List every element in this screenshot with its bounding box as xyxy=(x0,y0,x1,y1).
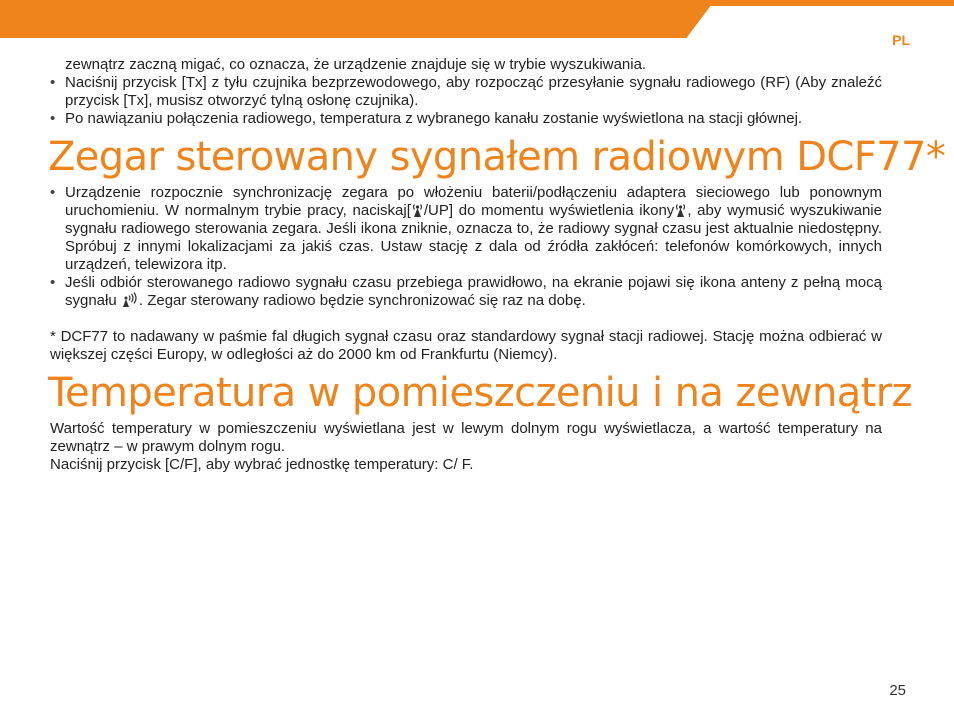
dcf77-bullet-1 xyxy=(50,184,882,274)
section-title-dcf77: Zegar sterowany sygnałem radiowym DCF77* xyxy=(48,134,946,180)
antenna-full-signal-icon xyxy=(121,292,139,308)
language-tag: PL xyxy=(892,32,910,48)
temperature-paragraph-2: Naciśnij przycisk [C/F], aby wybrać jednostkę temperatury: C/ F. xyxy=(50,456,474,473)
dcf77-bullet-1-text-b: /UP] do momentu wyświetlenia ikony xyxy=(423,202,675,219)
intro-bullet-1: • Naciśnij przycisk [Tx] z tyłu czujnika bezprzewodowego, aby rozpocząć przesyłanie sygnału radiowego (RF) (Aby znaleźć przycisk [Tx], musisz otworzyć tylną osłonę czujnika). xyxy=(50,74,882,110)
dcf77-footnote: * DCF77 to nadawany w paśmie fal długich sygnał czasu oraz standardowy sygnał stacji radiowej. Stację można odbierać w większej części Europy, w odległości aż do 2000 km od Frankfurtu (Niemcy). xyxy=(50,328,882,363)
dcf77-bullet-1-text-c: , aby wymusić wyszukiwanie sygnału radiowego sterowania zegara. Jeśli ikona zniknie, oznacza to, że radiowy sygnał czasu jest aktualnie niedostępny. Spróbuj z innymi lokalizacjami za jakiś czas. Ustaw stację z dala od źródła zakłóceń: telefonów komórkowych, innych urządzeń, telewizora itp. xyxy=(65,202,882,273)
intro-continuation: zewnątrz zaczną migać, co oznacza, że urządzenie znajduje się w trybie wyszukiwania. xyxy=(65,56,647,73)
page-content xyxy=(48,56,946,474)
dcf77-bullet-2-text-a: Jeśli odbiór sterowanego radiowo sygnału czasu przebiega prawidłowo, na ekranie pojawi się ikona anteny z pełną mocą sygnału xyxy=(65,274,882,309)
antenna-signal-icon xyxy=(411,202,424,218)
intro-bullet-2: • Po nawiązaniu połączenia radiowego, temperatura z wybranego kanału zostanie wyświetlona na stacji głównej. xyxy=(50,110,882,128)
page-number: 25 xyxy=(889,682,906,699)
section-title-temperature: Temperatura w pomieszczeniu i na zewnątrz xyxy=(48,370,912,416)
dcf77-bullet-2-text-b: . Zegar sterowany radiowo będzie synchronizować się raz na dobę. xyxy=(138,292,586,309)
dcf77-bullet-2 xyxy=(50,274,882,310)
dcf77-bullet-1-text-a: Urządzenie rozpocznie synchronizację zegara po włożeniu baterii/podłączeniu adaptera sieciowego lub ponownym uruchomieniu. W normalnym trybie pracy, naciskaj[ xyxy=(65,184,882,219)
antenna-signal-icon xyxy=(674,202,687,218)
header-band xyxy=(0,0,715,38)
temperature-paragraph-1: Wartość temperatury w pomieszczeniu wyświetlana jest w lewym dolnym rogu wyświetlacza, a wartość temperatury na zewnątrz – w prawym dolnym rogu. xyxy=(50,420,882,455)
